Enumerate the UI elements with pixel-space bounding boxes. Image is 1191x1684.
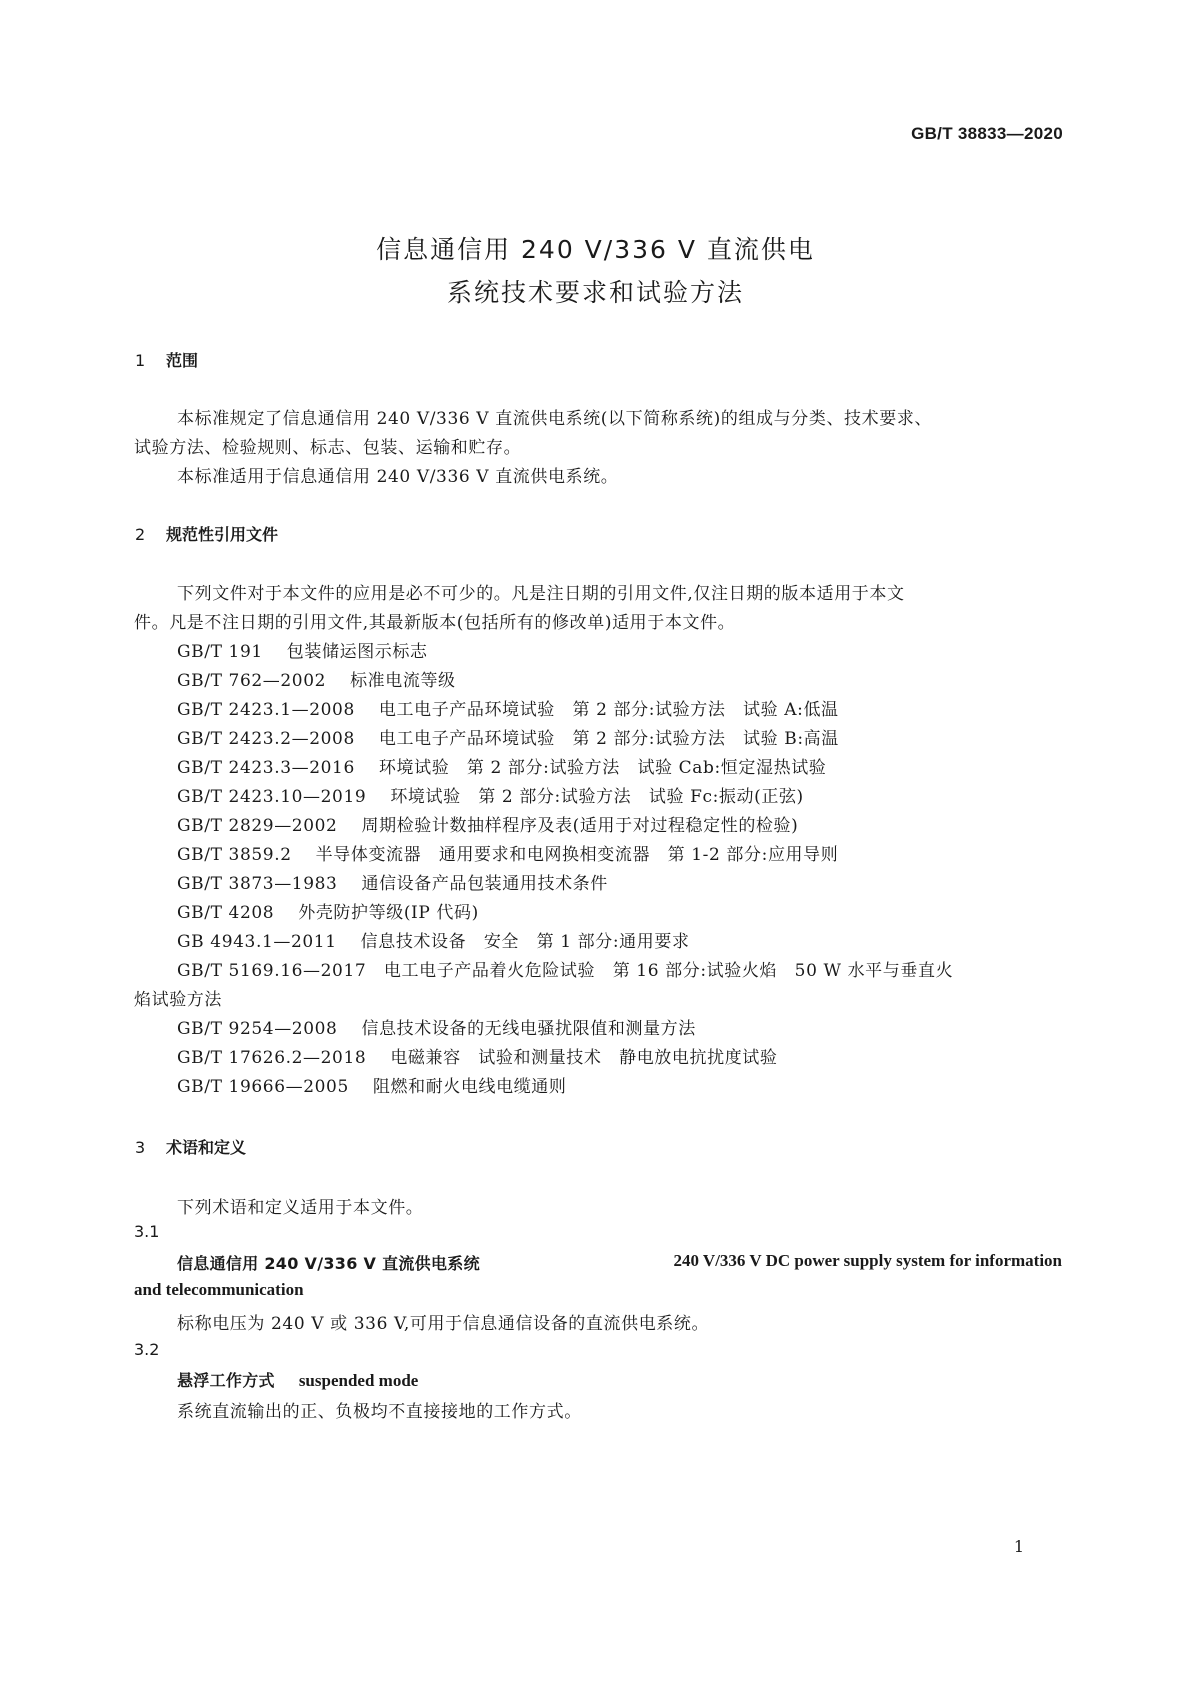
reference-code: GB/T 2423.2—2008 bbox=[177, 729, 355, 749]
reference-code: GB/T 3873—1983 bbox=[177, 874, 338, 894]
term-english-line2: and telecommunication bbox=[134, 1280, 304, 1299]
term-chinese: 信息通信用 240 V/336 V 直流供电系统 bbox=[177, 1254, 480, 1273]
reference-item-long-line2: 焰试验方法 bbox=[134, 990, 222, 1010]
reference-item bbox=[177, 927, 690, 952]
term-english: suspended mode bbox=[298, 1371, 419, 1390]
reference-code: GB/T 19666—2005 bbox=[177, 1077, 349, 1097]
standard-code: GB/T 38833—2020 bbox=[911, 124, 1063, 143]
reference-item bbox=[177, 782, 804, 807]
term-heading bbox=[177, 1368, 418, 1391]
references-intro-line1: 下列文件对于本文件的应用是必不可少的。凡是注日期的引用文件,仅注日期的版本适用于本文 bbox=[177, 584, 905, 604]
reference-title: 周期检验计数抽样程序及表(适用于对过程稳定性的检验) bbox=[361, 816, 799, 836]
reference-item bbox=[177, 1043, 778, 1068]
reference-title: 电工电子产品环境试验 第 2 部分:试验方法 试验 B:高温 bbox=[378, 729, 839, 749]
reference-title: 通信设备产品包装通用技术条件 bbox=[361, 874, 608, 894]
section-number: 1 bbox=[135, 351, 146, 370]
reference-code: GB/T 762—2002 bbox=[177, 671, 327, 691]
reference-title: 阻燃和耐火电线电缆通则 bbox=[372, 1077, 567, 1097]
section-title: 范围 bbox=[166, 351, 199, 370]
reference-title: 环境试验 第 2 部分:试验方法 试验 Fc:振动(正弦) bbox=[390, 787, 804, 807]
section-heading-normative-references bbox=[135, 522, 278, 545]
scope-paragraph-line2: 试验方法、检验规则、标志、包装、运输和贮存。 bbox=[134, 438, 522, 458]
reference-item bbox=[177, 1014, 696, 1039]
section-number: 3 bbox=[135, 1138, 146, 1157]
reference-code: GB/T 9254—2008 bbox=[177, 1019, 338, 1039]
document-title-line1: 信息通信用 240 V/336 V 直流供电 bbox=[376, 235, 815, 264]
reference-title: 电工电子产品环境试验 第 2 部分:试验方法 试验 A:低温 bbox=[378, 700, 839, 720]
reference-item bbox=[177, 869, 608, 894]
reference-item bbox=[177, 637, 428, 662]
reference-item bbox=[177, 898, 479, 923]
reference-item bbox=[177, 666, 456, 691]
reference-title: 电磁兼容 试验和测量技术 静电放电抗扰度试验 bbox=[390, 1048, 778, 1068]
term-chinese: 悬浮工作方式 bbox=[177, 1371, 275, 1390]
terms-intro: 下列术语和定义适用于本文件。 bbox=[177, 1198, 424, 1218]
reference-item bbox=[177, 724, 839, 749]
scope-paragraph-line1: 本标准规定了信息通信用 240 V/336 V 直流供电系统(以下简称系统)的组成与分类、技术要求、 bbox=[177, 409, 933, 429]
reference-code: GB 4943.1—2011 bbox=[177, 932, 337, 952]
reference-item bbox=[177, 811, 798, 836]
reference-item bbox=[177, 840, 838, 865]
section-heading-scope bbox=[135, 348, 198, 371]
section-title: 术语和定义 bbox=[166, 1138, 247, 1157]
term-definition: 系统直流输出的正、负极均不直接接地的工作方式。 bbox=[177, 1402, 582, 1422]
reference-code: GB/T 2829—2002 bbox=[177, 816, 338, 836]
reference-item-long-line1: GB/T 5169.16—2017 电工电子产品着火危险试验 第 16 部分:试验火焰 50 W 水平与垂直火 bbox=[177, 961, 954, 981]
reference-title: 半导体变流器 通用要求和电网换相变流器 第 1-2 部分:应用导则 bbox=[315, 845, 839, 865]
reference-title: 外壳防护等级(IP 代码) bbox=[298, 903, 479, 923]
reference-code: GB/T 2423.10—2019 bbox=[177, 787, 367, 807]
reference-item bbox=[177, 1072, 567, 1097]
term-heading-line1 bbox=[177, 1251, 1062, 1274]
reference-item bbox=[177, 695, 839, 720]
reference-code: GB/T 191 bbox=[177, 642, 263, 662]
references-intro-line2: 件。凡是不注日期的引用文件,其最新版本(包括所有的修改单)适用于本文件。 bbox=[134, 613, 736, 633]
section-title: 规范性引用文件 bbox=[166, 525, 279, 544]
reference-title: 信息技术设备的无线电骚扰限值和测量方法 bbox=[361, 1019, 696, 1039]
reference-code: GB/T 3859.2 bbox=[177, 845, 292, 865]
reference-title: 信息技术设备 安全 第 1 部分:通用要求 bbox=[360, 932, 690, 952]
reference-title: 标准电流等级 bbox=[350, 671, 456, 691]
document-title-line2: 系统技术要求和试验方法 bbox=[446, 278, 744, 307]
term-number: 3.2 bbox=[134, 1340, 160, 1359]
scope-applicability: 本标准适用于信息通信用 240 V/336 V 直流供电系统。 bbox=[177, 467, 619, 487]
page-number: 1 bbox=[1013, 1537, 1024, 1556]
reference-item bbox=[177, 753, 826, 778]
section-number: 2 bbox=[135, 525, 146, 544]
reference-code: GB/T 2423.3—2016 bbox=[177, 758, 355, 778]
reference-title: 环境试验 第 2 部分:试验方法 试验 Cab:恒定湿热试验 bbox=[378, 758, 827, 778]
reference-code: GB/T 17626.2—2018 bbox=[177, 1048, 367, 1068]
section-heading-terms bbox=[135, 1135, 246, 1158]
term-number: 3.1 bbox=[134, 1222, 160, 1241]
reference-code: GB/T 2423.1—2008 bbox=[177, 700, 355, 720]
reference-code: GB/T 4208 bbox=[177, 903, 275, 923]
reference-title: 包装储运图示标志 bbox=[286, 642, 428, 662]
term-definition: 标称电压为 240 V 或 336 V,可用于信息通信设备的直流供电系统。 bbox=[177, 1314, 710, 1334]
term-english: 240 V/336 V DC power supply system for information bbox=[673, 1251, 1062, 1270]
